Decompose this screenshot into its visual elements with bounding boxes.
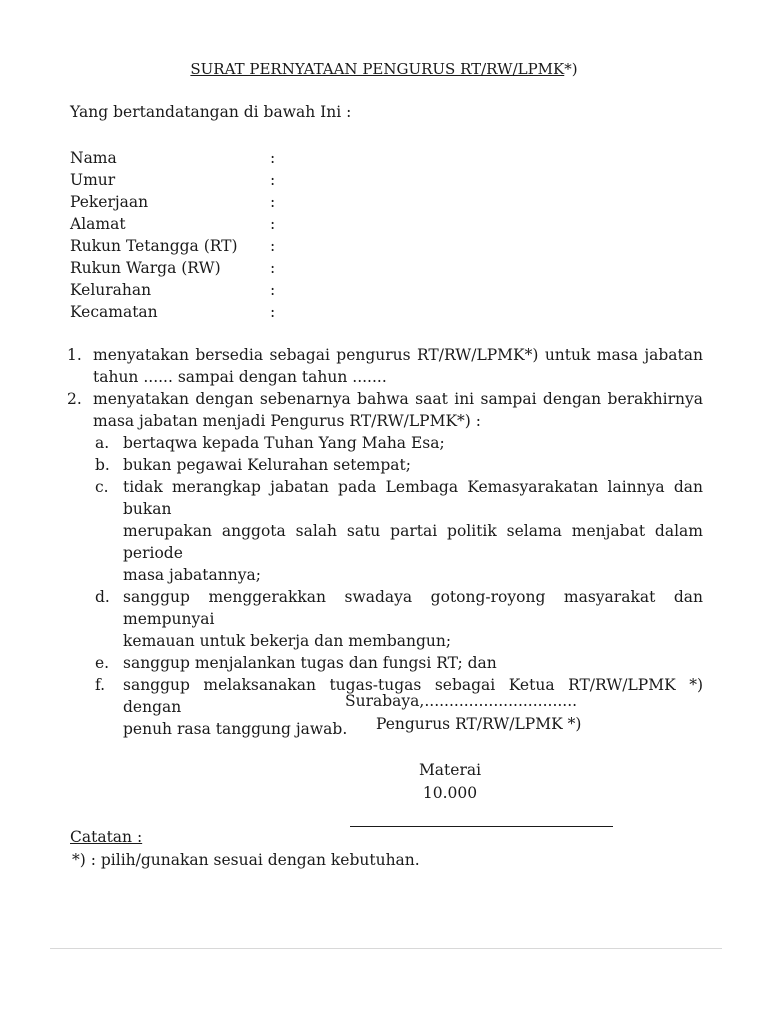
statement-point-1 xyxy=(67,344,703,388)
intro-text: Yang bertandatangan di bawah Ini : xyxy=(70,103,352,121)
document-title-text: SURAT PERNYATAAN PENGURUS RT/RW/LPMK xyxy=(190,60,565,78)
materai-label: Materai xyxy=(418,761,482,779)
item-line: sanggup menjalankan tugas dan fungsi RT; dan xyxy=(123,654,497,672)
field-row-umur xyxy=(70,169,470,191)
field-colon: : xyxy=(270,171,276,189)
field-colon: : xyxy=(270,237,276,255)
requirement-item-c xyxy=(93,476,703,586)
item-letter: c. xyxy=(95,478,109,496)
field-colon: : xyxy=(270,193,276,211)
field-label: Umur xyxy=(70,171,116,189)
item-letter: f. xyxy=(95,676,106,694)
field-row-kecamatan xyxy=(70,301,470,323)
item-line: penuh rasa tanggung jawab. xyxy=(123,720,348,738)
field-colon: : xyxy=(270,259,276,277)
field-label: Nama xyxy=(70,149,117,167)
document-title xyxy=(0,60,768,78)
item-line: bukan pegawai Kelurahan setempat; xyxy=(123,456,411,474)
item-letter: d. xyxy=(95,588,110,606)
item-line: sanggup menggerakkan swadaya gotong-royong masyarakat dan mempunyai xyxy=(123,588,703,628)
item-line: tidak merangkap jabatan pada Lembaga Kemasyarakatan lainnya dan bukan xyxy=(123,478,703,518)
item-line: merupakan anggota salah satu partai politik selama menjabat dalam periode xyxy=(123,522,703,562)
item-line: masa jabatannya; xyxy=(123,566,261,584)
item-letter: e. xyxy=(95,654,110,672)
page-divider xyxy=(50,948,722,949)
point-line: menyatakan bersedia sebagai pengurus RT/RW/LPMK*) untuk masa jabatan xyxy=(93,346,703,364)
field-colon: : xyxy=(270,215,276,233)
note-text: *) : pilih/gunakan sesuai dengan kebutuhan. xyxy=(72,851,420,869)
item-line: bertaqwa kepada Tuhan Yang Maha Esa; xyxy=(123,434,445,452)
field-row-nama xyxy=(70,147,470,169)
field-row-rt xyxy=(70,235,470,257)
requirement-item-a xyxy=(93,432,703,454)
point-line: tahun ...... sampai dengan tahun ....... xyxy=(93,368,387,386)
field-row-rw xyxy=(70,257,470,279)
field-label: Alamat xyxy=(70,215,126,233)
point-number: 2. xyxy=(67,390,82,408)
requirement-item-d xyxy=(93,586,703,652)
field-colon: : xyxy=(270,149,276,167)
point-number: 1. xyxy=(67,346,82,364)
requirement-item-e xyxy=(93,652,703,674)
statement-points xyxy=(67,344,703,740)
field-label: Rukun Tetangga (RT) xyxy=(70,237,238,255)
item-letter: a. xyxy=(95,434,110,452)
item-line: kemauan untuk bekerja dan membangun; xyxy=(123,632,452,650)
field-label: Pekerjaan xyxy=(70,193,149,211)
field-row-kelurahan xyxy=(70,279,470,301)
point-line: menyatakan dengan sebenarnya bahwa saat ini sampai dengan berakhirnya xyxy=(93,390,703,408)
field-colon: : xyxy=(270,281,276,299)
signature-line xyxy=(350,826,613,827)
materai-value: 10.000 xyxy=(422,784,478,802)
field-label: Kecamatan xyxy=(70,303,158,321)
signature-place-date: Surabaya,............................... xyxy=(345,692,578,710)
field-label: Rukun Warga (RW) xyxy=(70,259,221,277)
field-label: Kelurahan xyxy=(70,281,152,299)
identity-fields xyxy=(70,147,470,323)
requirement-item-b xyxy=(93,454,703,476)
field-colon: : xyxy=(270,303,276,321)
point-line: masa jabatan menjadi Pengurus RT/RW/LPMK*) : xyxy=(93,412,481,430)
field-row-alamat xyxy=(70,213,470,235)
statement-point-2 xyxy=(67,388,703,740)
item-letter: b. xyxy=(95,456,110,474)
field-row-pekerjaan xyxy=(70,191,470,213)
note-heading: Catatan : xyxy=(70,828,143,846)
item-line: sanggup melaksanakan tugas-tugas sebagai Ketua RT/RW/LPMK *) dengan xyxy=(123,676,703,716)
document-title-suffix: *) xyxy=(564,60,578,78)
signature-role: Pengurus RT/RW/LPMK *) xyxy=(376,715,582,733)
